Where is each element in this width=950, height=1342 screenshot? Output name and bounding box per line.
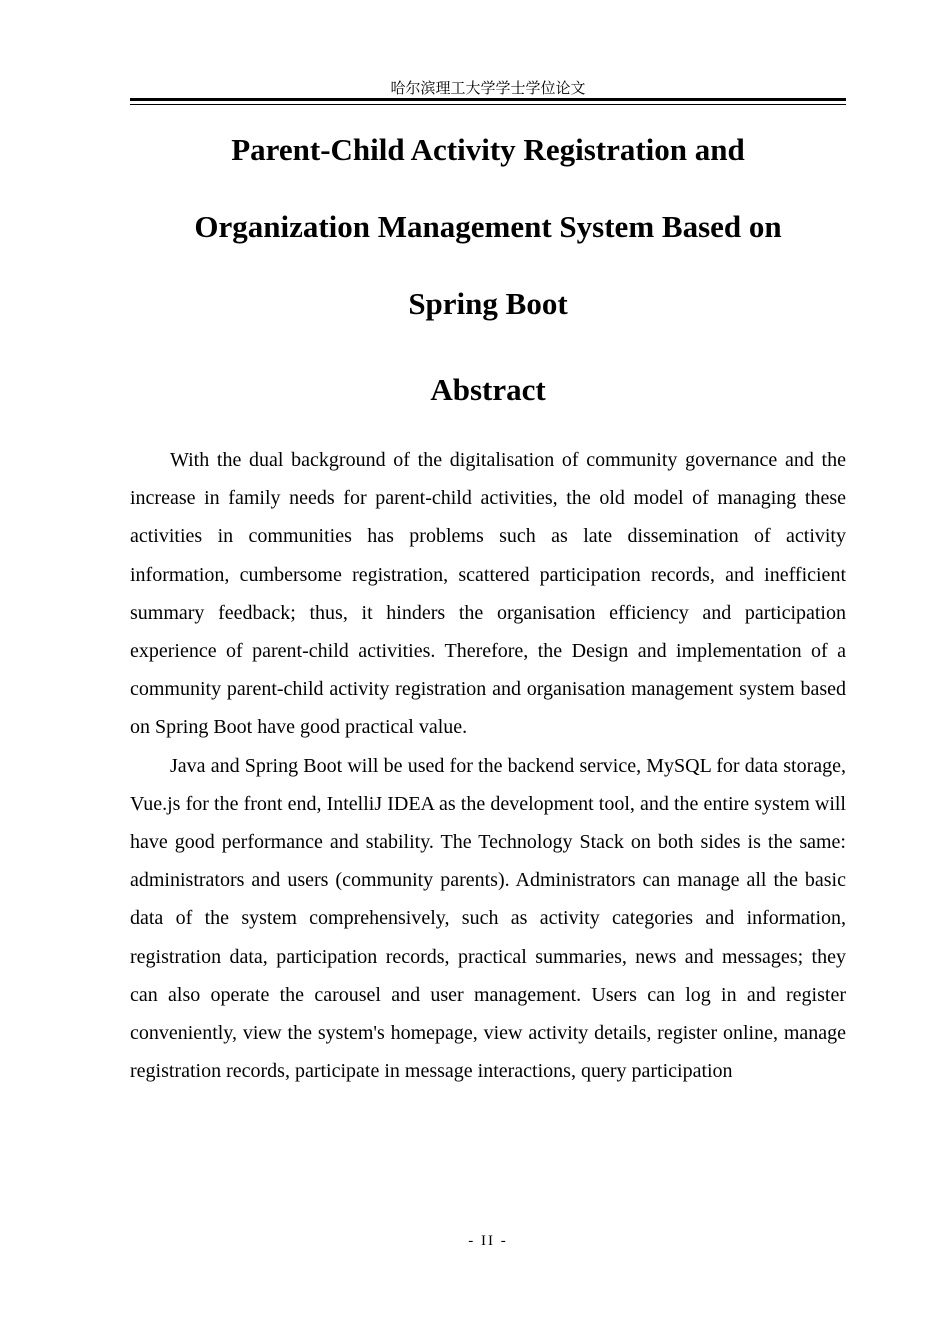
abstract-heading: Abstract (430, 372, 546, 407)
title-line: Parent-Child Activity Registration and (231, 132, 745, 167)
header-double-rule (130, 98, 846, 105)
abstract-paragraph: Java and Spring Boot will be used for the backend service, MySQL for data storage, Vue.js for the front end, IntelliJ IDEA as the development tool, and the entire system will have good performance and stability. The Technology Stack on both sides is the same: administrators and users (community parents). Administrators can manage all the basic data of the system comprehensively, such as activity categories and information, registration data, participation records, practical summaries, news and messages; they can also operate the carousel and user management. Users can log in and register conveniently, view the system's homepage, view activity details, register online, manage registration records, participate in message interactions, query participation (130, 754, 846, 1083)
title-line: Spring Boot (408, 286, 568, 321)
abstract-body (130, 441, 846, 1090)
title-line: Organization Management System Based on (194, 209, 782, 244)
page-number: - II - (468, 1233, 508, 1249)
running-header: 哈尔滨理工大学学士学位论文 (390, 79, 586, 97)
thesis-title (130, 111, 846, 342)
abstract-paragraph: With the dual background of the digitalisation of community governance and the increase in family needs for parent-child activities, the old model of managing these activities in communities has problems such as late dissemination of activity information, cumbersome registration, scattered participation records, and inefficient summary feedback; thus, it hinders the organisation efficiency and participation experience of parent-child activities. Therefore, the Design and implementation of a community parent-child activity registration and organisation management system based on Spring Boot have good practical value. (130, 449, 846, 739)
